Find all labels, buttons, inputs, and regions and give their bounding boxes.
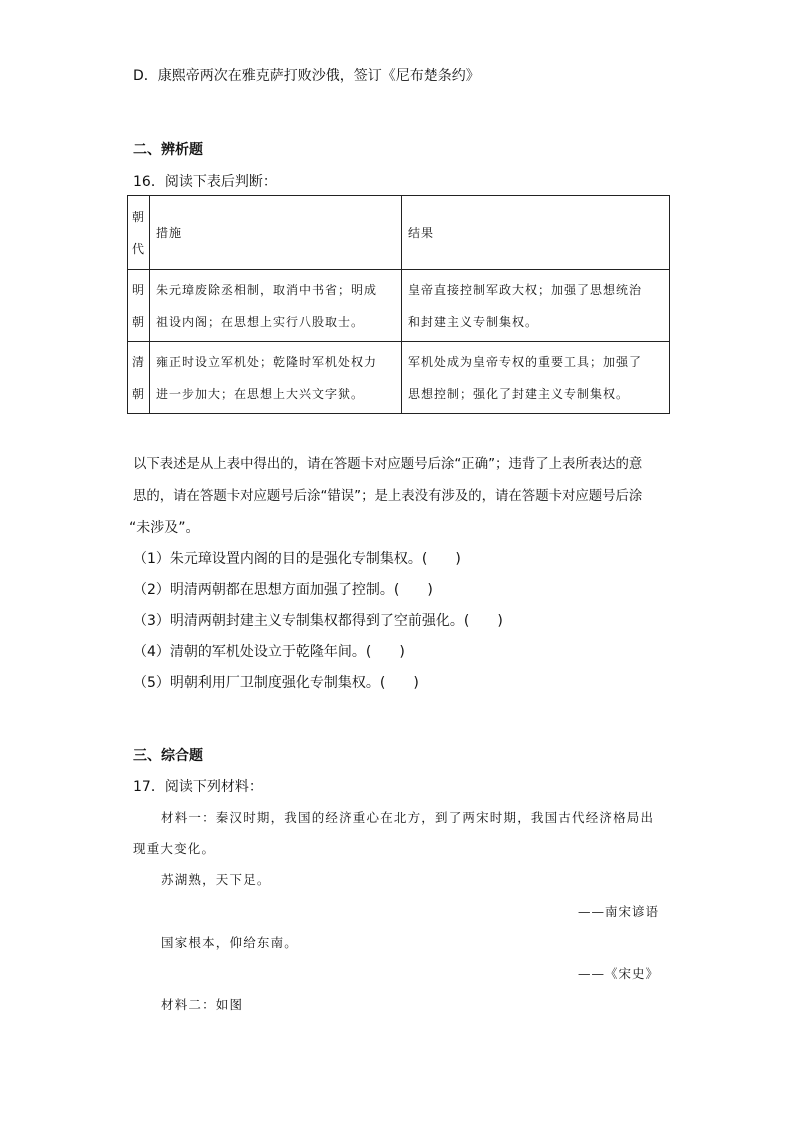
statement-3: （3）明清两朝封建主义专制集权都得到了空前强化。( ) bbox=[133, 613, 503, 629]
header-dynasty: 朝 代 bbox=[128, 196, 150, 270]
question-16-prompt: 16．阅读下表后判断： bbox=[133, 174, 277, 190]
table-header-row bbox=[128, 196, 670, 270]
table-row bbox=[128, 270, 670, 342]
section-3-title: 三、综合题 bbox=[133, 748, 203, 764]
instruction-line: 以下表述是从上表中得出的，请在答题卡对应题号后涂“正确”；违背了上表所表达的意 bbox=[133, 457, 643, 472]
material-1-line: 材料一：秦汉时期，我国的经济重心在北方，到了两宋时期，我国古代经济格局出 bbox=[161, 810, 655, 825]
header-results: 结果 bbox=[402, 196, 670, 270]
statement-4: （4）清朝的军机处设立于乾隆年间。( ) bbox=[133, 644, 405, 660]
dynasty-cell: 清 朝 bbox=[128, 342, 150, 414]
section-2-title: 二、辨析题 bbox=[133, 142, 203, 158]
material-2-line: 材料二：如图 bbox=[161, 997, 244, 1012]
statement-5: （5）明朝利用厂卫制度强化专制集权。( ) bbox=[133, 675, 419, 691]
statement-1: （1）朱元璋设置内阁的目的是强化专制集权。( ) bbox=[133, 551, 461, 567]
table-row bbox=[128, 342, 670, 414]
source-2: ——《宋史》 bbox=[577, 966, 659, 981]
instruction-line: “未涉及”。 bbox=[129, 520, 200, 536]
results-cell: 皇帝直接控制军政大权；加强了思想统治 和封建主义专制集权。 bbox=[402, 270, 670, 342]
measures-cell: 朱元璋废除丞相制，取消中书省；明成 祖设内阁；在思想上实行八股取士。 bbox=[150, 270, 402, 342]
source-1: ——南宋谚语 bbox=[577, 904, 659, 919]
question-17-prompt: 17．阅读下列材料： bbox=[133, 779, 263, 795]
dynasty-cell: 明 朝 bbox=[128, 270, 150, 342]
quote-1: 苏湖熟，天下足。 bbox=[161, 872, 271, 887]
quote-2: 国家根本，仰给东南。 bbox=[161, 935, 299, 950]
statement-2: （2）明清两朝都在思想方面加强了控制。( ) bbox=[133, 582, 433, 598]
instruction-line: 思的，请在答题卡对应题号后涂“错误”；是上表没有涉及的，请在答题卡对应题号后涂 bbox=[133, 489, 643, 504]
material-1-line: 现重大变化。 bbox=[133, 841, 216, 856]
results-cell: 军机处成为皇帝专权的重要工具；加强了 思想控制；强化了封建主义专制集权。 bbox=[402, 342, 670, 414]
dynasty-measures-table bbox=[127, 195, 670, 414]
option-d: D．康熙帝两次在雅克萨打败沙俄，签订《尼布楚条约》 bbox=[133, 68, 480, 84]
measures-cell: 雍正时设立军机处；乾隆时军机处权力 进一步加大；在思想上大兴文字狱。 bbox=[150, 342, 402, 414]
header-measures: 措施 bbox=[150, 196, 402, 270]
